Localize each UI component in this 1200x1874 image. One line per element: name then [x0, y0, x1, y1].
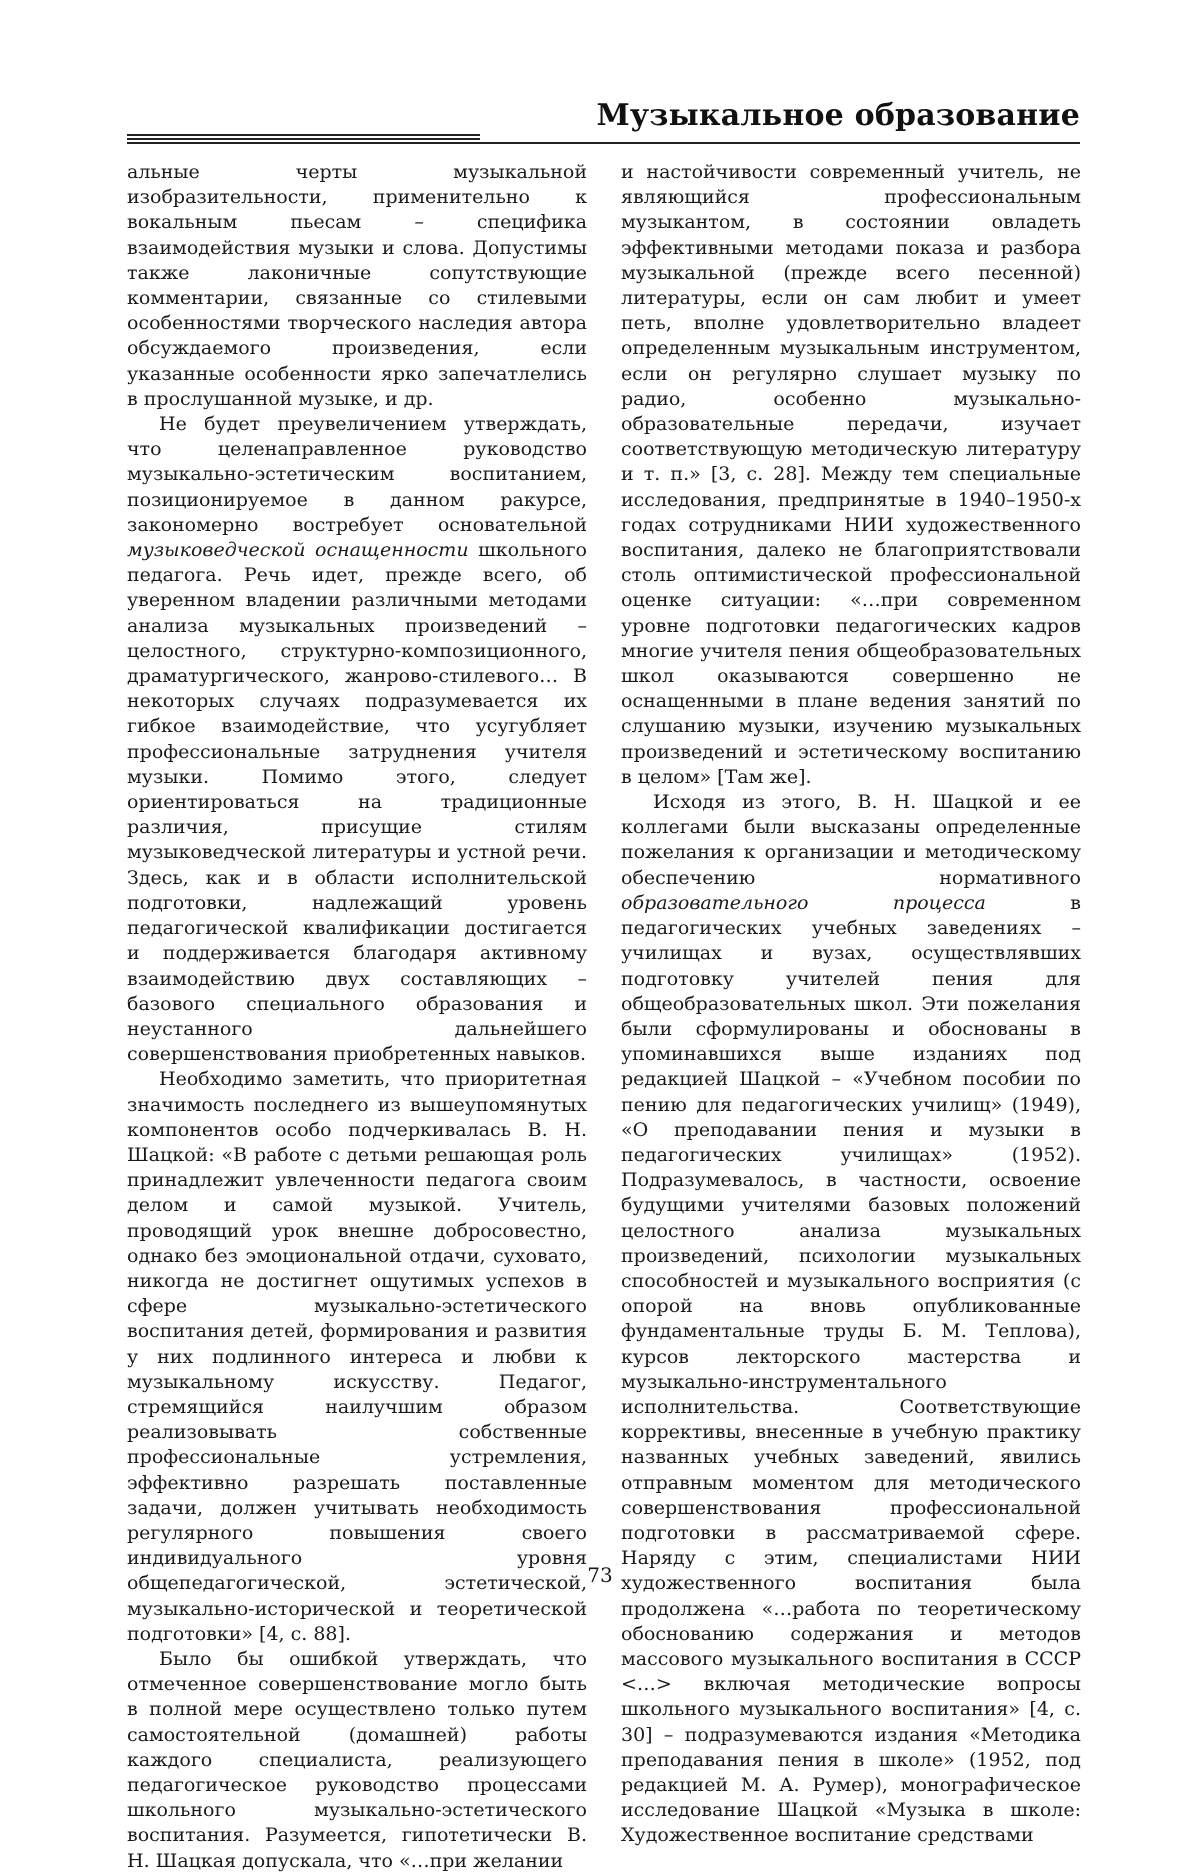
paragraph-text: Не будет преувеличением утверждать, что целенаправленное руководство музыкально-эстетическим воспитанием, позиционируемое в данном ракурсе, закономерно востребует основательной: [127, 413, 587, 536]
paragraph-text: Исходя из этого, В. Н. Шацкой и ее коллегами были высказаны определенные пожелания к организации и методическому обеспечению нормативного: [621, 791, 1081, 889]
paragraph: и настойчивости современный учитель, не являющийся профессиональным музыкантом, в состоянии овладеть эффективными методами показа и разбора музыкальной (прежде всего песенной) литературы, если он сам любит и умеет петь, вполне удовлетворительно владеет определенным музыкальным инструментом, если он регулярно слушает музыку по радио, особенно музыкально-образовательные передачи, изучает соответствующую методическую литературу и т. п.» [3, с. 28]. Между тем специальные исследования, предпринятые в 1940–1950-х годах сотрудниками НИИ художественного воспитания, далеко не благоприятствовали столь оптимистической профессиональной оценке ситуации: «…при современном уровне подготовки педагогических кадров многие учителя пения общеобразовательных школ оказываются совершенно не оснащенными в плане ведения занятий по слушанию музыки, изучению музыкальных произведений и эстетическому воспитанию в целом» [Там же].: [621, 161, 1081, 788]
italic-term: образовательного процесса: [621, 891, 986, 914]
paragraph: [127, 412, 587, 1067]
page-number: 73: [587, 1563, 613, 1587]
paragraph-text: в педагогических учебных заведениях – училищах и вузах, осуществлявших подготовку учителей пения для общеобразовательных школ. Эти пожелания были сформулированы и обоснованы в упоминавшихся выше изданиях под редакцией Шацкой – «Учебном пособии по пению для педагогических училищ» (1949), «О преподавании пения и музыки в педагогических училищах» (1952). Подразумевалось, в частности, освоение будущими учителями базовых положений целостного анализа музыкальных произведений, психологии музыкальных способностей и музыкального восприятия (с опорой на вновь опубликованные фундаментальные труды Б. М. Теплова), курсов лекторского мастерства и музыкально-инструментального исполнительства. Соответствующие коррективы, внесенные в учебную практику названных учебных заведений, явились отправным моментом для методического совершенствования профессиональной подготовки в рассматриваемой сфере. Наряду с этим, специалистами НИИ художественного воспитания была продолжена «…работа по теоретическому обоснованию содержания и методов массового музыкального воспитания в СССР <…> включая методические вопросы школьного музыкального воспитания» [4, с. 30] – подразумеваются издания «Методика преподавания пения в школе» (1952, под редакцией М. А. Румер), монографическое исследование Шацкой «Музыка в школе: Художественное воспитание средствами: [621, 891, 1081, 1847]
running-header-title: Музыкальное образование: [596, 98, 1080, 133]
paragraph: Было бы ошибкой утверждать, что отмеченное совершенствование могло быть в полной мере осуществлено только путем самостоятельной (домашней) работы каждого специалиста, реализующего педагогическое руководство процессами школьного музыкально-эстетического воспитания. Разумеется, гипотетически В. Н. Шацкая допускала, что «…при желании: [127, 1647, 587, 1872]
header-triple-rule: [127, 134, 480, 144]
paragraph: [621, 790, 1081, 1849]
right-text-column: [621, 160, 1081, 1849]
italic-term: музыковедческой оснащенности: [127, 539, 469, 562]
paragraph: альные черты музыкальной изобразительности, применительно к вокальным пьесам – специфика взаимодействия музыки и слова. Допустимы также лаконичные сопутствующие комментарии, связанные со стилевыми особенностями творческого наследия автора обсуждаемого произведения, если указанные особенности ярко запечатлелись в прослушанной музыке, и др.: [127, 161, 587, 410]
paragraph: Необходимо заметить, что приоритетная значимость последнего из вышеупомянутых компонентов особо подчеркивалась В. Н. Шацкой: «В работе с детьми решающая роль принадлежит увлеченности педагога своим делом и самой музыкой. Учитель, проводящий урок внешне добросовестно, однако без эмоциональной отдачи, суховато, никогда не достигнет ощутимых успехов в сфере музыкально-эстетического воспитания детей, формирования и развития у них подлинного интереса и любви к музыкальному искусству. Педагог, стремящийся наилучшим образом реализовывать собственные профессиональные устремления, эффективно разрешать поставленные задачи, должен учитывать необходимость регулярного повышения своего индивидуального уровня общепедагогической, эстетической, музыкально-исторической и теоретической подготовки» [4, с. 88].: [127, 1068, 587, 1645]
header-rule-line: [127, 142, 480, 144]
paragraph-text: школьного педагога. Речь идет, прежде всего, об уверенном владении различными методами анализа музыкальных произведений – целостного, структурно-композиционного, драматургического, жанрово-стилевого… В некоторых случаях подразумевается их гибкое взаимодействие, что усугубляет профессиональные затруднения учителя музыки. Помимо этого, следует ориентироваться на традиционные различия, присущие стилям музыковедческой литературы и устной речи. Здесь, как и в области исполнительской подготовки, надлежащий уровень педагогической квалификации достигается и поддерживается благодаря активному взаимодействию двух составляющих – базового специального образования и неустанного дальнейшего совершенствования приобретенных навыков.: [127, 539, 587, 1066]
header-rule-line: [127, 138, 480, 140]
header-underline-rule: [480, 142, 1080, 144]
header-rule-line: [127, 134, 480, 136]
left-text-column: [127, 160, 587, 1874]
